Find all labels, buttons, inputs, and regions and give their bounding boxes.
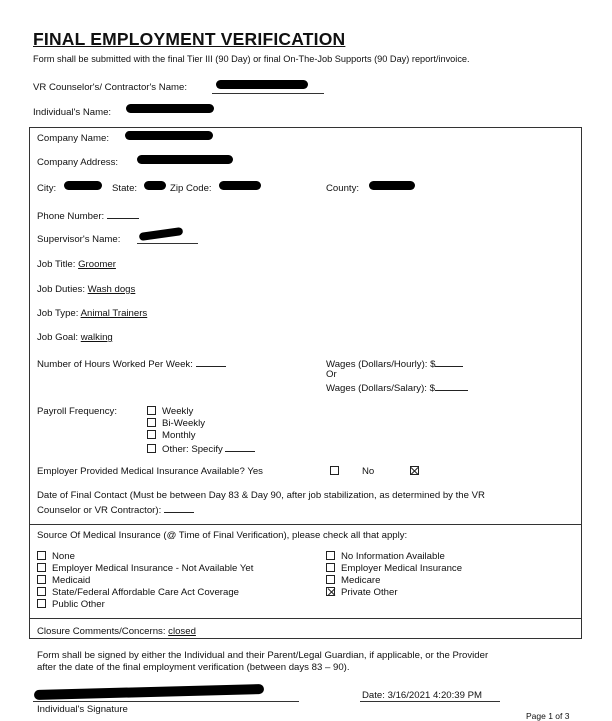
wages-hourly-blank[interactable] <box>435 357 463 367</box>
company-address-redaction <box>137 155 233 164</box>
checkbox[interactable] <box>326 563 335 572</box>
closure-row <box>37 626 196 637</box>
job-title-label: Job Title: <box>37 259 76 270</box>
wages-salary-blank[interactable] <box>435 381 468 391</box>
insurance-yes-checkbox[interactable] <box>330 466 339 475</box>
other-specify-blank[interactable] <box>225 442 255 452</box>
checkbox[interactable] <box>147 406 156 415</box>
job-type-value: Animal Trainers <box>80 308 148 319</box>
checkbox[interactable] <box>37 599 46 608</box>
job-goal-label: Job Goal: <box>37 332 79 343</box>
checkbox[interactable] <box>147 444 156 453</box>
individual-name-label: Individual's Name: <box>33 107 112 118</box>
company-name-label: Company Name: <box>37 133 109 144</box>
county-label: County: <box>326 183 360 194</box>
option-label: Medicaid <box>52 575 91 586</box>
signature-redaction <box>34 684 264 700</box>
signature-label: Individual's Signature <box>37 704 128 715</box>
source-none[interactable] <box>37 551 75 562</box>
form-subtitle: Form shall be submitted with the final Tier III (90 Day) or final On-The-Job Supports (90 Day) report/invoice. <box>33 54 470 64</box>
option-label: Public Other <box>52 599 105 610</box>
wages-hourly-label: Wages (Dollars/Hourly): $ <box>326 359 436 370</box>
checkbox[interactable] <box>37 563 46 572</box>
option-label: Weekly <box>162 406 194 417</box>
source-private-other[interactable] <box>326 587 398 598</box>
final-contact-line2 <box>37 503 194 516</box>
job-duties-row <box>37 284 135 295</box>
checkbox[interactable] <box>37 575 46 584</box>
hours-row <box>37 357 226 370</box>
insurance-question <box>37 466 263 477</box>
hours-blank[interactable] <box>196 357 226 367</box>
date-line <box>360 701 500 702</box>
option-label: Private Other <box>341 587 398 598</box>
payroll-option-weekly[interactable] <box>147 406 193 417</box>
phone-blank[interactable] <box>107 209 139 219</box>
insurance-no-checkbox[interactable] <box>410 466 419 475</box>
checkbox[interactable] <box>37 587 46 596</box>
job-type-label: Job Type: <box>37 308 79 319</box>
wages-salary-label: Wages (Dollars/Salary): $ <box>326 383 435 394</box>
job-goal-row <box>37 332 113 343</box>
phone-label-text: Phone Number: <box>37 211 105 222</box>
footer-note-line1: Form shall be signed by either the Individual and their Parent/Legal Guardian, if applicable, or the Provider <box>37 650 489 661</box>
phone-label <box>37 209 139 222</box>
option-label: Employer Medical Insurance <box>341 563 463 574</box>
checkbox[interactable] <box>147 430 156 439</box>
counselor-name-redaction <box>216 80 308 89</box>
checkbox[interactable] <box>326 551 335 560</box>
option-label: Bi-Weekly <box>162 418 206 429</box>
checkbox[interactable] <box>147 418 156 427</box>
zip-label: Zip Code: <box>170 183 212 194</box>
payroll-option-monthly[interactable] <box>147 430 196 441</box>
closure-label: Closure Comments/Concerns: <box>37 626 166 637</box>
signature-date: Date: 3/16/2021 4:20:39 PM <box>362 690 483 701</box>
payroll-option-other[interactable] <box>147 442 255 455</box>
county-redaction <box>369 181 415 190</box>
counselor-name-line <box>212 93 324 94</box>
closure-divider <box>30 618 581 619</box>
supervisor-label: Supervisor's Name: <box>37 234 121 245</box>
closure-value: closed <box>168 626 196 637</box>
checkbox[interactable] <box>37 551 46 560</box>
insurance-yes-label: Yes <box>247 466 263 477</box>
option-label: None <box>52 551 75 562</box>
job-goal-value: walking <box>80 332 113 343</box>
final-contact-label: Counselor or VR Contractor): <box>37 505 162 516</box>
source-employer-not-available[interactable] <box>37 563 253 574</box>
job-type-row <box>37 308 147 319</box>
company-name-redaction <box>125 131 213 140</box>
form-title: FINAL EMPLOYMENT VERIFICATION <box>33 29 346 49</box>
counselor-name-label: VR Counselor's/ Contractor's Name: <box>33 82 188 93</box>
wages-salary-row <box>326 381 468 394</box>
source-medicaid[interactable] <box>37 575 90 586</box>
supervisor-line <box>137 243 198 244</box>
source-divider <box>30 524 581 525</box>
source-public-other[interactable] <box>37 599 105 610</box>
source-aca[interactable] <box>37 587 239 598</box>
option-label: Employer Medical Insurance - Not Available Yet <box>52 563 254 574</box>
individual-name-redaction <box>126 104 214 113</box>
footer-note-line2: after the date of the final employment verification (between days 83 – 90). <box>37 662 350 673</box>
hours-label: Number of Hours Worked Per Week: <box>37 359 193 370</box>
state-label: State: <box>112 183 138 194</box>
insurance-no-label: No <box>362 466 375 477</box>
final-contact-blank[interactable] <box>164 503 194 513</box>
medical-source-label: Source Of Medical Insurance (@ Time of Final Verification), please check all that apply: <box>37 530 408 541</box>
option-label: Monthly <box>162 430 196 441</box>
payroll-label: Payroll Frequency: <box>37 406 117 417</box>
job-duties-value: Wash dogs <box>87 284 136 295</box>
option-label: No Information Available <box>341 551 445 562</box>
job-duties-label: Job Duties: <box>37 284 85 295</box>
option-label: Medicare <box>341 575 381 586</box>
zip-redaction <box>219 181 261 190</box>
city-redaction <box>64 181 102 190</box>
page-number: Page 1 of 3 <box>526 711 570 721</box>
signature-line <box>33 701 299 702</box>
checkbox[interactable] <box>326 587 335 596</box>
option-label: State/Federal Affordable Care Act Coverage <box>52 587 240 598</box>
wages-or-label: Or <box>326 369 337 380</box>
source-no-information[interactable] <box>326 551 445 562</box>
city-label: City: <box>37 183 57 194</box>
final-contact-line1: Date of Final Contact (Must be between Day 83 & Day 90, after job stabilization, as determined by the VR <box>37 490 485 501</box>
job-title-value: Groomer <box>78 259 116 270</box>
source-medicare[interactable] <box>326 575 380 586</box>
state-redaction <box>144 181 166 190</box>
payroll-option-biweekly[interactable] <box>147 418 205 429</box>
wages-hourly-row <box>326 357 463 370</box>
source-employer[interactable] <box>326 563 462 574</box>
checkbox[interactable] <box>326 575 335 584</box>
option-label: Other: Specify <box>162 444 223 455</box>
company-address-label: Company Address: <box>37 157 119 168</box>
job-title-row <box>37 259 116 270</box>
insurance-question-label: Employer Provided Medical Insurance Available? <box>37 466 245 477</box>
